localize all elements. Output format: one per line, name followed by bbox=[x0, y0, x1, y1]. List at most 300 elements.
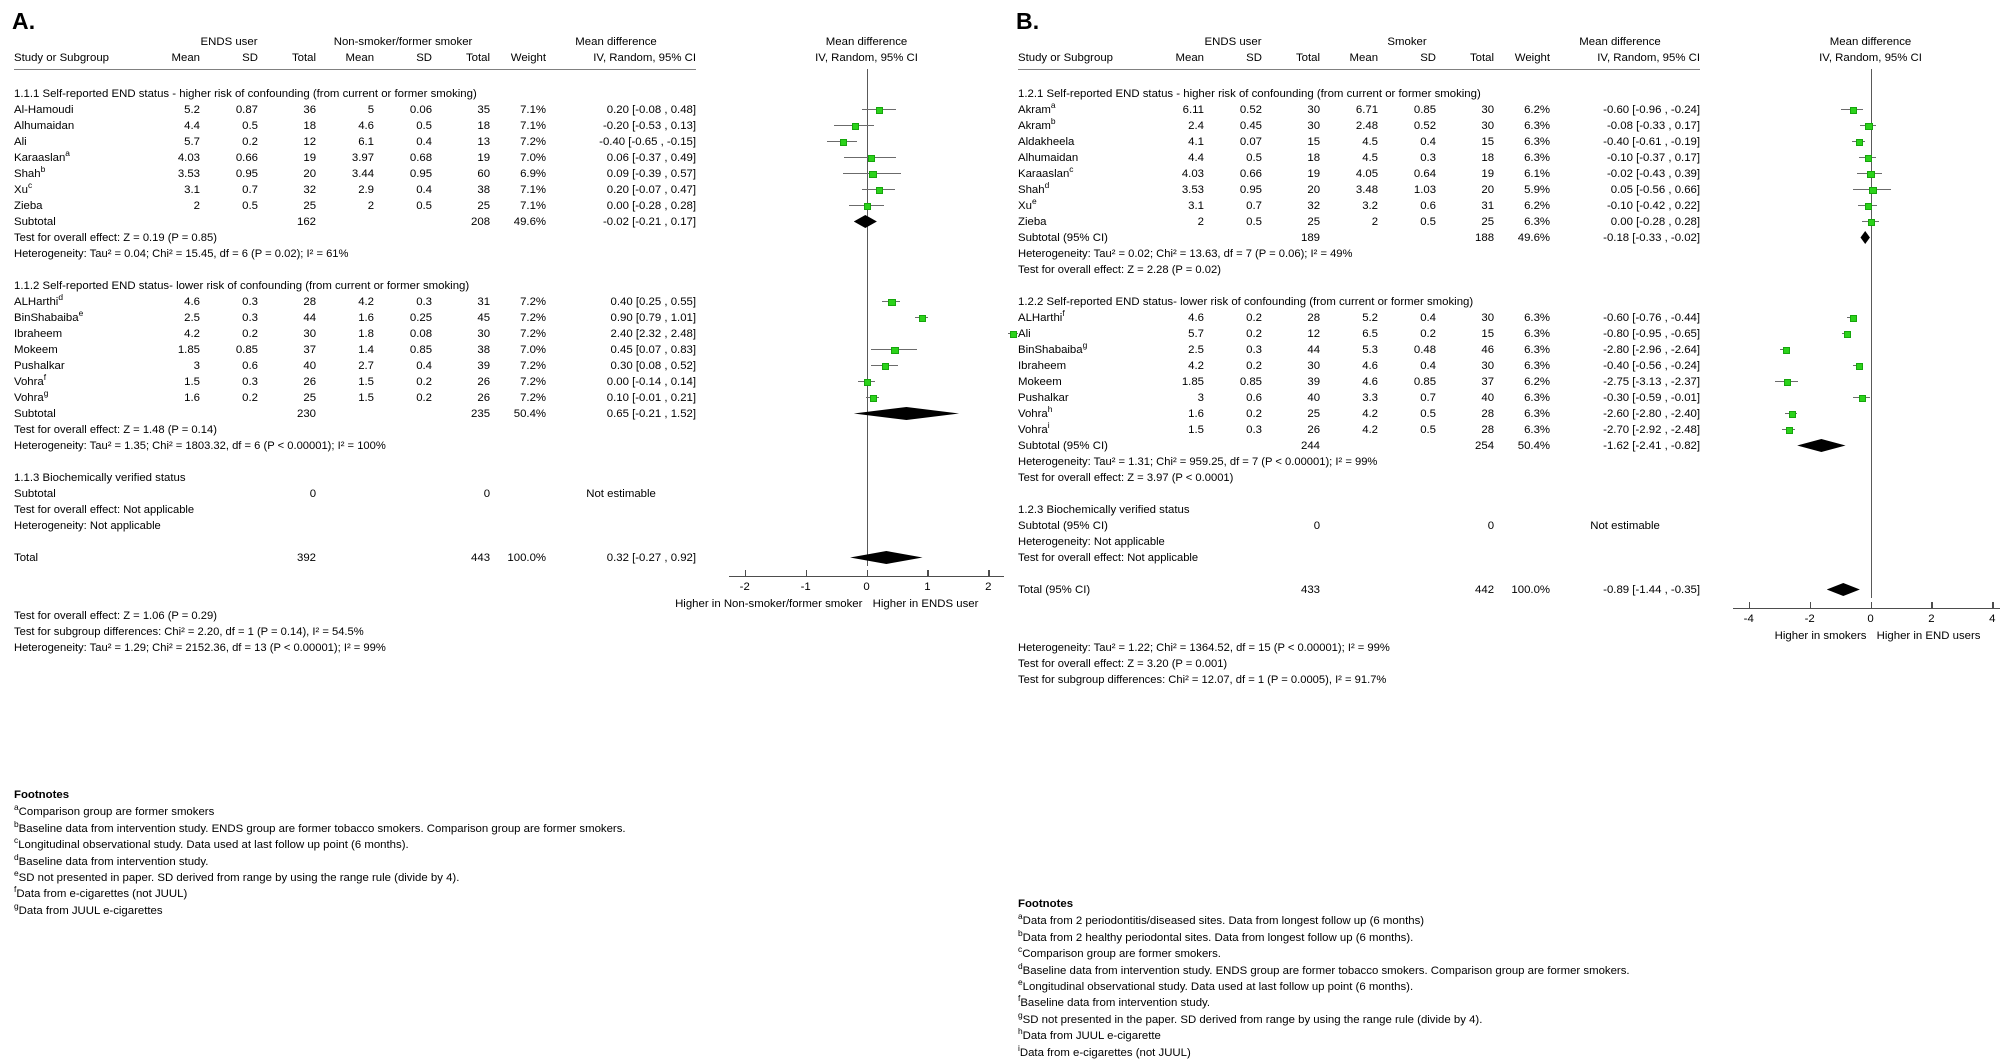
plot-cell bbox=[1700, 134, 2000, 150]
subtotal-total-2: 0 bbox=[483, 487, 491, 500]
plot-cell bbox=[696, 166, 1037, 182]
null-effect-line bbox=[1871, 502, 1872, 518]
total-group-1: 18 bbox=[1307, 151, 1321, 164]
forest-plot-row bbox=[1700, 502, 2000, 518]
effect-ci-value: -0.40 [-0.65 , -0.15] bbox=[599, 135, 697, 148]
sd-group-1: 0.52 bbox=[1239, 103, 1262, 116]
total-group-2: 19 bbox=[477, 151, 491, 164]
total-group-1: 30 bbox=[1307, 119, 1321, 132]
plot-cell bbox=[1700, 406, 2000, 422]
mean-group-2: 4.05 bbox=[1355, 167, 1379, 180]
plot-cell bbox=[1700, 102, 2000, 118]
axis-tick bbox=[806, 570, 807, 577]
weight-value: 6.3% bbox=[1524, 391, 1551, 404]
footnotes-block bbox=[14, 787, 626, 919]
table-row bbox=[1018, 150, 2000, 166]
effect-estimate-marker bbox=[888, 299, 895, 306]
study-name: Akram$^a$ bbox=[1018, 99, 1056, 116]
effect-ci-value: -0.60 [-0.76 , -0.44] bbox=[1603, 311, 1701, 324]
header-effect-title: Mean difference bbox=[575, 36, 657, 48]
total-group-1: 25 bbox=[1307, 407, 1321, 420]
total-group-2: 15 bbox=[1481, 327, 1495, 340]
plot-cell bbox=[696, 358, 1037, 374]
footnote-marker: a bbox=[14, 802, 19, 813]
forest-plot-row bbox=[696, 502, 1037, 518]
subgroup-title: 1.1.3 Biochemically verified status bbox=[14, 471, 186, 484]
total-group-2: 46 bbox=[1481, 343, 1495, 356]
spacer bbox=[14, 262, 1037, 278]
plot-cell bbox=[1700, 374, 2000, 390]
forest-plot-row bbox=[696, 470, 1037, 486]
study-name: Mokeem bbox=[14, 343, 58, 356]
forest-plot-row bbox=[696, 454, 1037, 470]
null-effect-line bbox=[1871, 342, 1872, 358]
sd-group-2: 0.52 bbox=[1413, 119, 1437, 132]
subtotal-row bbox=[1018, 518, 2000, 534]
statistics-text: Test for subgroup differences: Chi² = 12.07, df = 1 (P = 0.0005), I² = 91.7% bbox=[1018, 673, 1387, 686]
plot-cell bbox=[1700, 182, 2000, 198]
subtotal-row bbox=[1018, 230, 2000, 246]
subtotal-total-1: 230 bbox=[297, 407, 317, 420]
sd-group-1: 0.7 bbox=[242, 183, 258, 196]
total-group-1: 12 bbox=[303, 135, 317, 148]
mean-group-2: 6.5 bbox=[1362, 327, 1379, 340]
sd-group-1: 0.6 bbox=[1246, 391, 1262, 404]
mean-group-2: 1.5 bbox=[358, 391, 375, 404]
statistics-text: Test for overall effect: Not applicable bbox=[14, 503, 195, 516]
statistics-line bbox=[1018, 470, 2000, 486]
mean-group-2: 4.5 bbox=[1362, 135, 1379, 148]
mean-group-2: 4.6 bbox=[1362, 359, 1379, 372]
effect-ci-value: 0.00 [-0.28 , 0.28] bbox=[1610, 215, 1701, 228]
study-name: Vohra$^f$ bbox=[14, 371, 47, 388]
table-row bbox=[1018, 422, 2000, 438]
mean-group-2: 1.4 bbox=[358, 343, 375, 356]
footnote-marker: i bbox=[1047, 419, 1050, 430]
subtotal-ci: -0.18 [-0.33 , -0.02] bbox=[1603, 231, 1701, 244]
statistics-text: Test for overall effect: Z = 1.48 (P = 0.14) bbox=[14, 423, 217, 436]
plot-cell bbox=[1700, 342, 2000, 358]
forest-plot-row bbox=[696, 214, 1037, 230]
spacer bbox=[1018, 70, 2000, 86]
effect-ci-value: 0.00 [-0.28 , 0.28] bbox=[606, 199, 697, 212]
spacer bbox=[14, 70, 1037, 86]
mean-group-1: 4.4 bbox=[1188, 151, 1204, 164]
total-ci: 0.32 [-0.27 , 0.92] bbox=[606, 551, 697, 564]
sd-group-2: 0.68 bbox=[409, 151, 433, 164]
subtotal-total-2: 254 bbox=[1475, 439, 1495, 452]
forest-plot-row bbox=[1700, 454, 2000, 470]
plot-cell bbox=[696, 195, 1037, 214]
weight-value: 6.3% bbox=[1524, 423, 1551, 436]
sd-group-1: 0.5 bbox=[1246, 151, 1262, 164]
subgroup-heading bbox=[14, 470, 1037, 486]
null-effect-line bbox=[1871, 246, 1872, 262]
sd-group-1: 0.3 bbox=[1246, 423, 1262, 436]
total-group-2: 20 bbox=[1481, 183, 1495, 196]
forest-plot-table bbox=[14, 34, 992, 656]
total-group-2: 25 bbox=[477, 199, 491, 212]
col-weight: Weight bbox=[510, 52, 547, 64]
footnote-marker: g bbox=[1082, 339, 1088, 350]
effect-ci-value: -2.70 [-2.92 , -2.48] bbox=[1603, 423, 1701, 436]
axis-tick bbox=[1810, 602, 1811, 609]
header-plot-title: Mean difference bbox=[1829, 36, 1912, 48]
table-row bbox=[1018, 326, 2000, 342]
subtotal-label: Subtotal (95% CI) bbox=[1018, 439, 1108, 452]
effect-estimate-marker bbox=[1869, 187, 1876, 194]
summary-diamond bbox=[1860, 231, 1869, 244]
total-group-1: 28 bbox=[303, 295, 317, 308]
effect-estimate-marker bbox=[1868, 219, 1875, 226]
effect-estimate-marker bbox=[1844, 331, 1851, 338]
forest-plot-row bbox=[696, 246, 1037, 262]
axis-tick bbox=[1931, 602, 1932, 609]
forest-plot-row bbox=[696, 518, 1037, 534]
table-row bbox=[14, 150, 1037, 166]
axis-label-right: Higher in ENDS user bbox=[872, 597, 979, 610]
footnote-marker: e bbox=[78, 307, 84, 318]
statistics-text: Heterogeneity: Tau² = 1.22; Chi² = 1364.52, df = 15 (P < 0.00001); I² = 99% bbox=[1018, 641, 1390, 654]
table-row bbox=[14, 198, 1037, 214]
forest-plot-row bbox=[696, 534, 1037, 550]
footnote-item: $^h$Data from JUUL e-cigarette bbox=[1018, 1026, 1161, 1043]
statistics-text: Test for overall effect: Not applicable bbox=[1018, 551, 1199, 564]
summary-diamond bbox=[1827, 583, 1860, 596]
effect-estimate-marker bbox=[1786, 427, 1793, 434]
table-row bbox=[14, 102, 1037, 118]
sd-group-2: 0.48 bbox=[1413, 343, 1437, 356]
statistics-line bbox=[1018, 454, 2000, 470]
effect-ci-value: 0.00 [-0.14 , 0.14] bbox=[606, 375, 697, 388]
axis-tick-label: 2 bbox=[1928, 612, 1935, 625]
subtotal-weight bbox=[1494, 518, 1550, 534]
study-name: Ibraheem bbox=[1018, 359, 1067, 372]
statistics-line bbox=[14, 518, 1037, 534]
sd-group-2: 0.5 bbox=[1420, 423, 1437, 436]
footnote-item: $^i$Data from e-cigarettes (not JUUL) bbox=[1018, 1042, 1191, 1059]
effect-estimate-marker bbox=[876, 107, 883, 114]
study-name: Xu$^c$ bbox=[14, 179, 33, 196]
axis-tick-label: -2 bbox=[1804, 612, 1815, 625]
spacer bbox=[14, 534, 1037, 550]
statistics-text: Test for overall effect: Z = 0.19 (P = 0.85) bbox=[14, 231, 217, 244]
mean-group-2: 3.48 bbox=[1355, 183, 1379, 196]
sd-group-2: 0.2 bbox=[416, 375, 433, 388]
subtotal-ci: Not estimable bbox=[1590, 519, 1660, 532]
axis-tick-label: 2 bbox=[985, 580, 992, 593]
null-effect-line bbox=[1871, 134, 1872, 150]
footnote-marker: g bbox=[14, 901, 19, 912]
effect-estimate-marker bbox=[1784, 379, 1791, 386]
subgroup-title: 1.1.1 Self-reported END status - higher risk of confounding (from current or former smoking) bbox=[14, 87, 477, 100]
total-group-2: 18 bbox=[1481, 151, 1495, 164]
axis-tick-label: 4 bbox=[1989, 612, 1996, 625]
total-group-2: 31 bbox=[477, 295, 491, 308]
footnote-item: $^b$Data from 2 healthy periodontal sites. Data from longest follow up (6 months). bbox=[1018, 928, 1414, 944]
forest-plot-row bbox=[1700, 422, 2000, 438]
sd-group-1: 0.95 bbox=[1239, 183, 1262, 196]
null-effect-line bbox=[1871, 102, 1872, 118]
total-group-1: 19 bbox=[303, 151, 317, 164]
axis-tick bbox=[1871, 602, 1872, 609]
forest-plot-row bbox=[1700, 342, 2000, 358]
effect-ci-value: 0.45 [0.07 , 0.83] bbox=[610, 343, 697, 356]
footnote-marker: g bbox=[43, 387, 49, 398]
footnote-marker: f bbox=[43, 371, 47, 382]
mean-group-1: 4.6 bbox=[184, 295, 200, 308]
footnote-marker: d bbox=[14, 851, 19, 862]
forest-plot-row bbox=[1700, 518, 2000, 534]
study-name: Zieba bbox=[14, 199, 43, 212]
plot-cell bbox=[696, 182, 1037, 198]
header-effect-title: Mean difference bbox=[1579, 36, 1661, 48]
plot-cell bbox=[1700, 150, 2000, 166]
weight-value: 6.2% bbox=[1524, 103, 1551, 116]
total-group-1: 28 bbox=[1307, 311, 1321, 324]
table-row bbox=[14, 358, 1037, 374]
plot-cell bbox=[696, 118, 1037, 134]
axis-tick-label: 0 bbox=[863, 580, 870, 593]
total-group-2: 31 bbox=[1481, 199, 1495, 212]
panel-label: B. bbox=[1016, 8, 1040, 34]
table-row bbox=[14, 182, 1037, 198]
forest-plot-row bbox=[1700, 70, 2000, 86]
effect-ci-value: -0.10 [-0.42 , 0.22] bbox=[1606, 199, 1701, 212]
mean-group-1: 1.85 bbox=[1181, 375, 1204, 388]
total-group-2-sum: 442 bbox=[1475, 583, 1495, 596]
total-group-1: 20 bbox=[1307, 183, 1321, 196]
mean-group-1: 1.5 bbox=[1188, 423, 1204, 436]
null-effect-line bbox=[1871, 566, 1872, 582]
statistics-line bbox=[14, 502, 1037, 518]
table-row bbox=[14, 294, 1037, 310]
subtotal-weight: 49.6% bbox=[513, 215, 547, 228]
sd-group-2: 1.03 bbox=[1413, 183, 1437, 196]
plot-cell-subtotal bbox=[1700, 518, 2000, 534]
footnote-marker: d bbox=[1018, 960, 1023, 971]
forest-plot-row bbox=[696, 182, 1037, 198]
effect-ci-value: -2.80 [-2.96 , -2.64] bbox=[1603, 343, 1701, 356]
mean-group-1: 2 bbox=[193, 199, 200, 212]
forest-plot-row bbox=[1700, 358, 2000, 374]
forest-plot-row bbox=[696, 134, 1037, 150]
table-row bbox=[14, 310, 1037, 326]
weight-value: 7.2% bbox=[520, 391, 547, 404]
effect-ci-value: 2.40 [2.32 , 2.48] bbox=[610, 327, 697, 340]
null-effect-line bbox=[867, 454, 868, 470]
study-name: BinShabaiba$^e$ bbox=[14, 307, 84, 324]
study-name: Vohra$^g$ bbox=[14, 387, 49, 404]
mean-group-1: 2.5 bbox=[184, 311, 200, 324]
col-mean-2: Mean bbox=[345, 52, 375, 64]
weight-value: 6.3% bbox=[1524, 135, 1551, 148]
spacer bbox=[14, 454, 1037, 470]
table-header-groups bbox=[14, 34, 1037, 50]
forest-plot-row bbox=[696, 262, 1037, 278]
forest-plot-row bbox=[696, 374, 1037, 390]
forest-plot-row bbox=[1700, 406, 2000, 422]
effect-estimate-marker bbox=[1865, 203, 1872, 210]
total-group-1: 25 bbox=[303, 199, 317, 212]
null-effect-line bbox=[867, 470, 868, 486]
table-row bbox=[1018, 390, 2000, 406]
statistics-line bbox=[14, 246, 1037, 262]
weight-value: 6.2% bbox=[1524, 199, 1551, 212]
study-name: Al-Hamoudi bbox=[14, 103, 74, 116]
null-effect-line bbox=[867, 326, 868, 342]
total-row bbox=[1018, 582, 2000, 598]
total-group-2: 18 bbox=[477, 119, 491, 132]
subtotal-ci: 0.65 [-0.21 , 1.52] bbox=[606, 407, 697, 420]
study-name: Xu$^e$ bbox=[1018, 195, 1037, 212]
sd-group-1: 0.5 bbox=[242, 199, 258, 212]
statistics-text: Heterogeneity: Tau² = 1.29; Chi² = 2152.36, df = 13 (P < 0.00001); I² = 99% bbox=[14, 641, 386, 654]
mean-group-2: 2.7 bbox=[358, 359, 375, 372]
effect-ci-value: 0.40 [0.25 , 0.55] bbox=[610, 295, 697, 308]
forest-plot-row bbox=[1700, 182, 2000, 198]
total-group-2: 30 bbox=[477, 327, 491, 340]
axis-tick-label: 0 bbox=[1867, 612, 1874, 625]
mean-group-2: 4.2 bbox=[358, 295, 375, 308]
table-row bbox=[1018, 358, 2000, 374]
subgroup-heading bbox=[14, 278, 1037, 294]
forest-plot-row bbox=[696, 294, 1037, 310]
forest-plot-row bbox=[1700, 470, 2000, 486]
table-header-columns bbox=[1018, 50, 2000, 66]
forest-plot-row bbox=[1700, 566, 2000, 582]
study-name: Shah$^b$ bbox=[14, 163, 46, 180]
statistics-text: Heterogeneity: Tau² = 0.02; Chi² = 13.63, df = 7 (P = 0.06); I² = 49% bbox=[1018, 247, 1353, 260]
footnote-marker: h bbox=[1047, 403, 1053, 414]
forest-plot-row bbox=[1700, 486, 2000, 502]
weight-value: 6.3% bbox=[1524, 407, 1551, 420]
spacer bbox=[1018, 486, 2000, 502]
forest-plot-row bbox=[696, 438, 1037, 454]
forest-plot-row bbox=[1700, 294, 2000, 310]
sd-group-1: 0.66 bbox=[235, 151, 258, 164]
footnote-item: $^f$Data from e-cigarettes (not JUUL) bbox=[14, 884, 188, 901]
col-sd-1: SD bbox=[242, 52, 258, 64]
total-group-2: 30 bbox=[1481, 119, 1495, 132]
subtotal-total-2: 188 bbox=[1475, 231, 1495, 244]
forest-plot-row bbox=[696, 550, 1037, 566]
mean-group-1: 1.6 bbox=[184, 391, 200, 404]
footnote-item: $^c$Longitudinal observational study. Data used at last follow up point (6 months). bbox=[14, 835, 409, 852]
table-header-groups bbox=[1018, 34, 2000, 50]
footnote-marker: f bbox=[14, 884, 17, 895]
footnote-marker: a bbox=[65, 147, 70, 158]
table-row bbox=[14, 326, 1037, 342]
footnote-item: $^a$Comparison group are former smokers bbox=[14, 802, 215, 819]
footnote-marker: c bbox=[1018, 944, 1023, 955]
plot-cell-subtotal bbox=[1700, 438, 2000, 454]
table-row bbox=[1018, 198, 2000, 214]
table-row bbox=[14, 342, 1037, 358]
weight-value: 5.9% bbox=[1524, 183, 1551, 196]
subtotal-label: Subtotal bbox=[14, 407, 56, 420]
null-effect-line bbox=[1871, 422, 1872, 438]
total-group-1: 15 bbox=[1307, 135, 1321, 148]
effect-estimate-marker bbox=[1850, 315, 1857, 322]
forest-plot-row bbox=[696, 278, 1037, 294]
forest-plot-row bbox=[1700, 198, 2000, 214]
mean-group-1: 4.1 bbox=[1188, 135, 1204, 148]
forest-plot-row bbox=[696, 326, 1037, 342]
col-effect-ci: IV, Random, 95% CI bbox=[593, 52, 697, 64]
weight-value: 6.1% bbox=[1524, 167, 1551, 180]
plot-cell bbox=[696, 374, 1037, 390]
mean-group-1: 3 bbox=[1197, 391, 1204, 404]
statistics-line bbox=[1018, 672, 2000, 688]
total-group-2: 13 bbox=[477, 135, 491, 148]
null-effect-line bbox=[1871, 438, 1872, 454]
weight-value: 6.2% bbox=[1524, 375, 1551, 388]
study-name: Akram$^b$ bbox=[1018, 115, 1056, 132]
effect-ci-value: -0.40 [-0.61 , -0.19] bbox=[1603, 135, 1701, 148]
null-effect-line bbox=[1871, 374, 1872, 390]
total-group-2: 60 bbox=[477, 167, 491, 180]
subgroup-heading bbox=[1018, 86, 2000, 102]
subtotal-weight: 49.6% bbox=[1517, 231, 1551, 244]
panel-b bbox=[1010, 0, 1996, 1059]
subtotal-weight bbox=[490, 486, 546, 502]
total-group-2: 26 bbox=[477, 375, 491, 388]
effect-estimate-marker bbox=[1850, 107, 1857, 114]
total-group-1-sum: 433 bbox=[1301, 583, 1321, 596]
study-name: Karaaslan$^a$ bbox=[14, 147, 70, 164]
sd-group-2: 0.4 bbox=[416, 135, 433, 148]
effect-ci-value: -2.75 [-3.13 , -2.37] bbox=[1603, 375, 1701, 388]
subtotal-weight: 50.4% bbox=[1517, 439, 1551, 452]
effect-ci-value: 0.09 [-0.39 , 0.57] bbox=[606, 167, 697, 180]
axis-tick-label: -4 bbox=[1743, 612, 1754, 625]
effect-estimate-marker bbox=[1783, 347, 1790, 354]
sd-group-1: 0.3 bbox=[242, 311, 258, 324]
col-total-2: Total bbox=[465, 52, 491, 64]
study-name: Mokeem bbox=[1018, 375, 1062, 388]
plot-cell-subtotal bbox=[1700, 230, 2000, 246]
col-total-1: Total bbox=[291, 52, 317, 64]
forest-plot-row bbox=[1700, 102, 2000, 118]
sd-group-2: 0.4 bbox=[1420, 311, 1437, 324]
total-group-2-sum: 443 bbox=[471, 551, 491, 564]
forest-plot-row bbox=[696, 195, 1037, 214]
study-name: Alhumaidan bbox=[14, 119, 75, 132]
summary-diamond bbox=[854, 215, 877, 228]
sd-group-2: 0.5 bbox=[416, 119, 433, 132]
mean-group-1: 5.2 bbox=[184, 103, 200, 116]
effect-ci-value: -0.02 [-0.43 , 0.39] bbox=[1606, 167, 1701, 180]
null-effect-line bbox=[867, 358, 868, 374]
total-group-1: 39 bbox=[1307, 375, 1321, 388]
weight-value: 7.1% bbox=[520, 119, 547, 132]
effect-estimate-marker bbox=[840, 139, 847, 146]
effect-ci-value: -0.60 [-0.96 , -0.24] bbox=[1603, 103, 1701, 116]
footnote-marker: b bbox=[1050, 115, 1056, 126]
footnote-item: $^f$Baseline data from intervention study. bbox=[1018, 993, 1211, 1010]
subtotal-ci: Not estimable bbox=[586, 487, 656, 500]
effect-estimate-marker bbox=[882, 363, 889, 370]
forest-plot-row bbox=[696, 486, 1037, 502]
plot-cell-subtotal bbox=[696, 486, 1037, 502]
sd-group-2: 0.2 bbox=[1420, 327, 1437, 340]
mean-group-1: 2.5 bbox=[1188, 343, 1204, 356]
null-effect-line bbox=[1871, 406, 1872, 422]
total-row bbox=[14, 550, 1037, 566]
sd-group-1: 0.5 bbox=[1246, 215, 1262, 228]
footnotes-title: Footnotes bbox=[14, 789, 70, 801]
